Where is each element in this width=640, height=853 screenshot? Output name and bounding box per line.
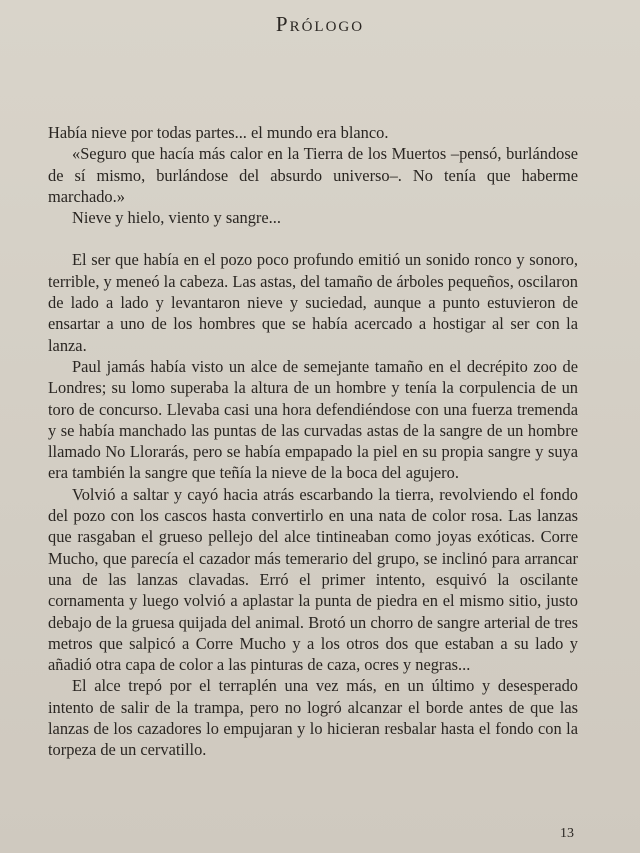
- body-text: [48, 122, 578, 761]
- page-number: 13: [560, 826, 574, 841]
- paragraph: El ser que había en el pozo poco profundo emitió un sonido ronco y sonoro, terrible, y meneó la cabeza. Las astas, del tamaño de árboles pequeños, oscilaron de lado a lado y levantaron nieve y suciedad, aunque a punto estuvieron de ensartar a uno de los hombres que se había acercado a hostigar al ser con la lanza.: [48, 250, 578, 355]
- paragraph: El alce trepó por el terraplén una vez más, en un último y desesperado intento de salir de la trampa, pero no logró alcanzar el borde antes de que las lanzas de los cazadores lo empujaran y lo hicieran resbalar hasta el fondo con la torpeza de un cervatillo.: [48, 676, 578, 760]
- paragraph: Volvió a saltar y cayó hacia atrás escarbando la tierra, revolviendo el fondo del pozo con los cascos hasta convertirlo en una nata de color rosa. Las lanzas que rasgaban el grueso pellejo del alce tintineaban como joyas exóticas. Corre Mucho, que parecía el cazador más temerario del grupo, se inclinó para arrancar una de las lanzas clavadas. Erró el primer intento, esquivó la oscilante cornamenta y luego volvió a aplastar la punta de piedra en el mismo sitio, justo debajo de la gruesa quijada del animal. Brotó un chorro de sangre arterial de tres metros que salpicó a Corre Mucho y a los otros dos que estaban a su lado y añadió otra capa de color a las pinturas de caza, ocres y negras...: [48, 484, 578, 675]
- paragraph: «Seguro que hacía más calor en la Tierra de los Muertos –pensó, burlándose de sí mismo, burlándose del absurdo universo–. No tenía que haberme marchado.»: [48, 144, 578, 206]
- paragraph: Nieve y hielo, viento y sangre...: [72, 208, 281, 228]
- chapter-title: Prólogo: [275, 12, 365, 36]
- paragraph: Había nieve por todas partes... el mundo era blanco.: [48, 123, 389, 142]
- paragraph: Paul jamás había visto un alce de semejante tamaño en el decrépito zoo de Londres; su lomo superaba la altura de un hombre y tenía la corpulencia de un toro de concurso. Llevaba casi una hora defendiéndose con una fuerza tremenda y se había manchado las puntas de las curvadas astas de la sangre de un hombre llamado No Llorarás, pero se había empapado la piel en su propia sangre y suya era también la sangre que teñía la nieve de la boca del agujero.: [48, 356, 578, 483]
